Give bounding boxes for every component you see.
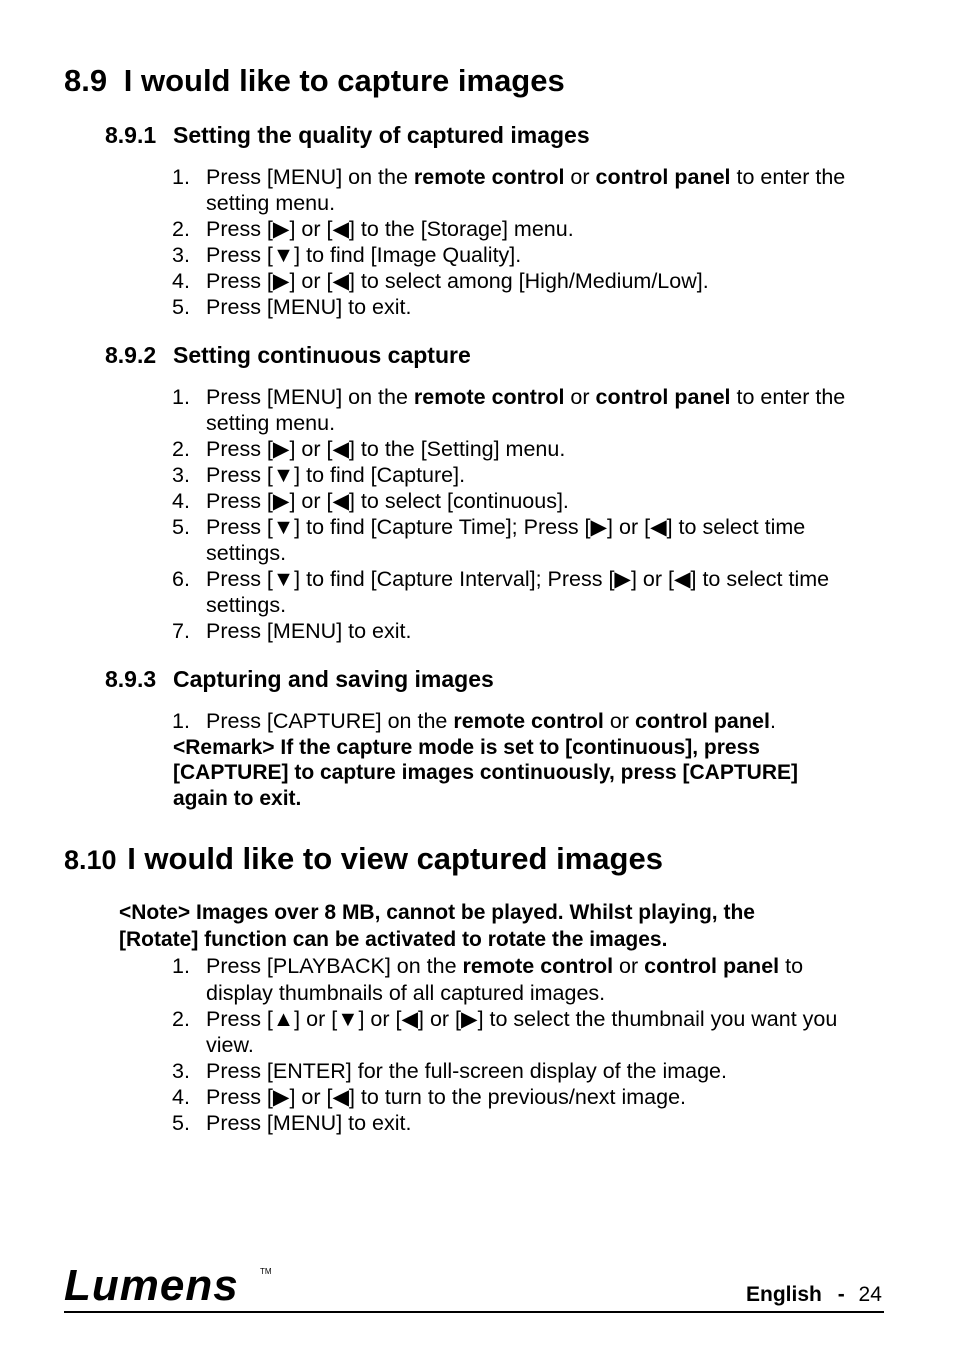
list-item: 3. Press [▼] to find [Image Quality]. [172, 243, 522, 267]
list-item: 5. Press [▼] to find [Capture Time]; Press [▶] or [◀] to select time [172, 515, 806, 539]
subsection-title: Setting continuous capture [173, 342, 471, 368]
list-item-continuation: view. [206, 1033, 254, 1057]
list-item: 1. Press [MENU] on the remote control or control panel to enter the [172, 165, 846, 189]
page-number: 24 [858, 1283, 882, 1306]
list-item: 5. Press [MENU] to exit. [172, 295, 412, 319]
footer-rule [64, 1311, 884, 1313]
list-item: 1. Press [CAPTURE] on the remote control or control panel. [172, 709, 776, 733]
list-item: 2. Press [▶] or [◀] to the [Storage] menu. [172, 217, 574, 241]
remark-line: again to exit. [173, 787, 302, 810]
logo-wordmark: Lumens [64, 1262, 239, 1310]
list-item: 3. Press [ENTER] for the full-screen display of the image. [172, 1059, 727, 1083]
note-line: [Rotate] function can be activated to rotate the images. [119, 928, 668, 951]
note-line: <Note> Images over 8 MB, cannot be played. Whilst playing, the [119, 901, 755, 924]
section-number: 8.10 [64, 845, 117, 875]
remark-line: <Remark> If the capture mode is set to [continuous], press [173, 736, 760, 759]
subsection-number: 8.9.1 [105, 122, 157, 148]
subsection-number: 8.9.2 [105, 342, 157, 368]
subsection-title: Capturing and saving images [173, 666, 494, 692]
page-footer [746, 1283, 882, 1307]
list-item: 6. Press [▼] to find [Capture Interval]; Press [▶] or [◀] to select time [172, 567, 830, 591]
section-title: I would like to capture images [123, 63, 565, 98]
list-item-continuation: display thumbnails of all captured images. [206, 981, 606, 1005]
list-item: 1. Press [PLAYBACK] on the remote control or control panel to [172, 954, 804, 978]
list-item: 2. Press [▲] or [▼] or [◀] or [▶] to select the thumbnail you want you [172, 1007, 838, 1031]
list-item: 7. Press [MENU] to exit. [172, 619, 412, 643]
section-number: 8.9 [64, 63, 108, 98]
subsection-number: 8.9.3 [105, 666, 157, 692]
subsection-heading-8-9-1 [105, 122, 590, 149]
section-title: I would like to view captured images [127, 841, 663, 876]
list-item: 4. Press [▶] or [◀] to turn to the previous/next image. [172, 1085, 687, 1109]
section-heading-8-10 [64, 841, 663, 877]
list-item-continuation: settings. [206, 593, 287, 617]
list-item: 1. Press [MENU] on the remote control or control panel to enter the [172, 385, 846, 409]
section-heading-8-9 [64, 63, 565, 99]
footer-separator: - [837, 1283, 845, 1306]
footer-language: English [746, 1283, 822, 1306]
list-item: 4. Press [▶] or [◀] to select among [High/Medium/Low]. [172, 269, 709, 293]
subsection-heading-8-9-2 [105, 342, 471, 369]
list-item: 2. Press [▶] or [◀] to the [Setting] menu. [172, 437, 566, 461]
trademark-mark: TM [260, 1267, 272, 1276]
list-item: 3. Press [▼] to find [Capture]. [172, 463, 466, 487]
list-item-continuation: settings. [206, 541, 287, 565]
subsection-title: Setting the quality of captured images [173, 122, 590, 148]
list-item: 4. Press [▶] or [◀] to select [continuous]. [172, 489, 569, 513]
list-item-continuation: setting menu. [206, 411, 336, 435]
subsection-heading-8-9-3 [105, 666, 494, 693]
list-item-continuation: setting menu. [206, 191, 336, 215]
list-item: 5. Press [MENU] to exit. [172, 1111, 412, 1135]
remark-line: [CAPTURE] to capture images continuously, press [CAPTURE] [173, 761, 799, 784]
lumens-logo [64, 1262, 274, 1310]
